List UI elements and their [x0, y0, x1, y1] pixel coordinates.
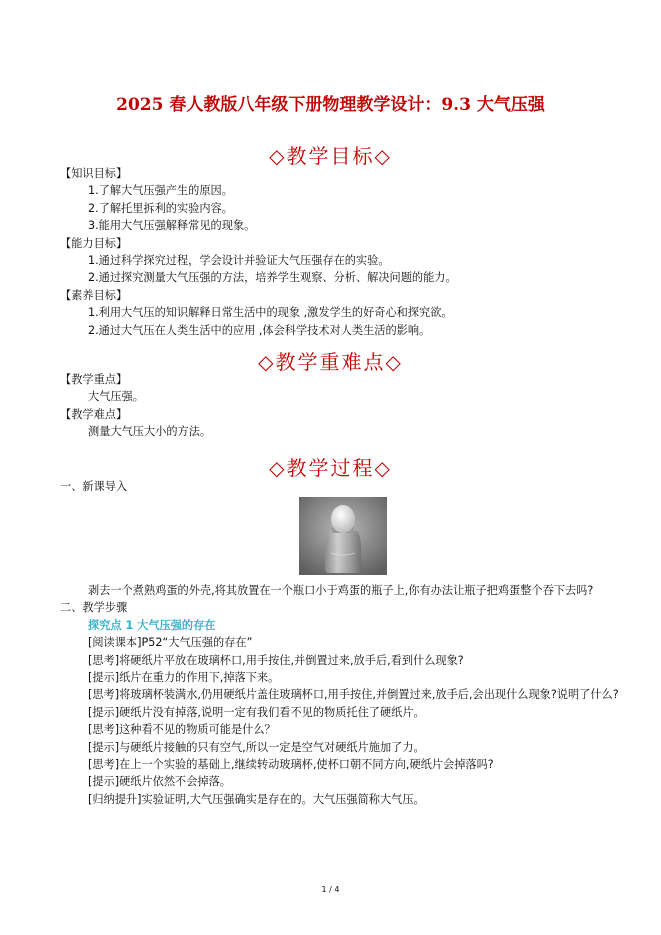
intro-paragraph: 剥去一个煮熟鸡蛋的外壳,将其放置在一个瓶口小于鸡蛋的瓶子上,你有办法让瓶子把鸡蛋整个吞下去吗?	[88, 584, 594, 597]
goals-block	[60, 165, 620, 339]
step-item: [思考]这种看不见的物质可能是什么？	[88, 723, 276, 737]
step-item: [思考]将玻璃杯装满水,仍用硬纸片盖住玻璃杯口,用手按住,并倒置过来,放手后,会出现什么现象?说明了什么?	[88, 688, 619, 702]
inquiry-topic-heading: 探究点 1 大气压强的存在	[88, 618, 216, 632]
ability-goal: 2.通过探究测量大气压强的方法，培养学生观察、分析、解决问题的能力。	[88, 271, 457, 285]
step-item: [思考]将硬纸片平放在玻璃杯口,用手按住,并倒置过来,放手后,看到什么现象?	[88, 653, 464, 667]
intro-heading-block	[60, 478, 620, 495]
teaching-difficulty-heading: 【教学难点】	[60, 407, 128, 421]
egg-bottle-photo	[299, 497, 387, 575]
knowledge-goals-heading: 【知识目标】	[60, 167, 128, 180]
literacy-goal: 2.通过大气压在人类生活中的应用 ,体会科学技术对人类生活的影响。	[88, 323, 431, 337]
teaching-focus-text: 大气压强。	[88, 390, 144, 404]
teaching-focus-heading: 【教学重点】	[60, 373, 128, 386]
egg-bottle-image	[299, 497, 387, 575]
teaching-steps-heading: 二、教学步骤	[60, 601, 128, 615]
process-text-block	[60, 582, 620, 808]
teaching-difficulty-text: 测量大气压大小的方法。	[88, 425, 212, 439]
step-item: [提示]纸片在重力的作用下,掉落下来。	[88, 671, 280, 685]
step-item: [阅读课本]P52“大气压强的存在”	[88, 636, 253, 650]
step-item: [思考]在上一个实验的基础上,继续转动玻璃杯,使杯口朝不同方向,硬纸片会掉落吗?	[88, 758, 494, 772]
step-item: [提示]硬纸片依然不会掉落。	[88, 775, 231, 789]
step-item: [提示]硬纸片没有掉落,说明一定有我们看不见的物质托住了硬纸片。	[88, 705, 425, 719]
literacy-goal: 1.利用大气压的知识解释日常生活中的现象 ,激发学生的好奇心和探究欲。	[88, 306, 453, 320]
new-lesson-intro-heading: 一、新课导入	[60, 480, 128, 493]
knowledge-goal: 1.了解大气压强产生的原因。	[88, 184, 233, 198]
ability-goals-heading: 【能力目标】	[60, 236, 128, 250]
knowledge-goal: 3.能用大气压强解释常见的现象。	[88, 219, 256, 233]
document-title: 2025 春人教版八年级下册物理教学设计：9.3 大气压强	[116, 95, 545, 115]
section-heading-key-points: ◇教学重难点◇	[258, 350, 403, 374]
step-item: [归纳提升]实验证明,大气压强确实是存在的。大气压强简称大气压。	[88, 792, 425, 806]
page-number: 1 / 4	[321, 885, 340, 894]
section-heading-process: ◇教学过程◇	[269, 456, 392, 480]
step-item: [提示]与硬纸片接触的只有空气,所以一定是空气对硬纸片施加了力。	[88, 740, 425, 754]
section-heading-goals: ◇教学目标◇	[269, 144, 392, 168]
knowledge-goal: 2.了解托里拆利的实验内容。	[88, 201, 233, 215]
literacy-goals-heading: 【素养目标】	[60, 288, 128, 302]
key-points-block	[60, 371, 620, 441]
ability-goal: 1.通过科学探究过程，学会设计并验证大气压强存在的实验。	[88, 254, 390, 268]
